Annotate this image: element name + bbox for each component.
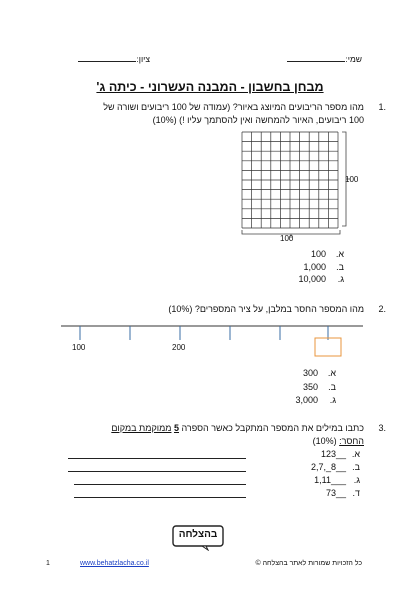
q2-option-c[interactable]: ג.3,000 <box>295 395 336 405</box>
q3-percent: (10%) <box>312 436 337 446</box>
q2-text: מהו המספר החסר במלבן, על ציר המספרים? (10%) <box>168 304 364 314</box>
website-link[interactable]: www.behatzlacha.co.il <box>80 560 149 567</box>
copyright-text: כל הזכויות שמורות לאתר בהצלחה © <box>255 560 362 567</box>
q2-options <box>276 368 336 409</box>
q3-missing-line <box>44 436 364 446</box>
q3-item-b: ב. __8_,2,7 <box>60 462 360 475</box>
q1-options <box>284 249 344 287</box>
q3-answer-line-d[interactable] <box>74 497 246 498</box>
number-line-ticks <box>80 326 328 340</box>
q3-answer-line-c[interactable] <box>74 484 246 485</box>
q3-digit: 5 <box>173 423 179 433</box>
axis-label-100: 100 <box>72 343 86 352</box>
missing-number-box <box>315 338 341 356</box>
name-field <box>287 52 362 64</box>
page-number: 1 <box>46 560 50 567</box>
grade-input-line[interactable] <box>78 52 136 62</box>
q2-option-a[interactable]: א.300 <box>302 368 336 378</box>
grid-side-label: 100 <box>345 175 359 184</box>
q1-option-a[interactable]: א.100 <box>310 249 344 259</box>
name-input-line[interactable] <box>287 52 345 62</box>
logo-text: בהצלחה <box>178 529 218 540</box>
q2-option-b[interactable]: ב.350 <box>302 381 336 392</box>
q3-items <box>60 449 360 501</box>
number-line <box>58 318 368 358</box>
name-label: שמי: <box>345 54 362 64</box>
q1-option-c[interactable]: ג.10,000 <box>298 274 344 284</box>
q3-text-part1: כתבו במילים את המספר המתקבל כאשר הספרה <box>179 423 364 433</box>
axis-label-200: 200 <box>172 343 186 352</box>
q1-number: 1. <box>378 102 386 112</box>
grade-label: ציון: <box>136 54 150 64</box>
behatzlacha-logo <box>172 525 224 551</box>
q3-item-a: א. __123 <box>60 449 360 462</box>
q3-text <box>44 423 364 433</box>
q3-missing-label: החסר: <box>339 436 364 446</box>
grid-bottom-label: 100 <box>280 234 294 243</box>
q1-text-line1: מהו מספר הריבועים המיוצג באיור? (עמודה של 100 ריבועים ושורה של <box>103 102 364 112</box>
q2-number: 2. <box>378 304 386 314</box>
q1-option-b[interactable]: ב.1,000 <box>303 261 344 272</box>
q3-answer-line-a[interactable] <box>68 458 246 459</box>
grade-field <box>78 52 150 64</box>
q3-item-c: ג. ___1,11 <box>60 475 360 488</box>
q1-text-line2: 100 ריבועים, האיור להמחשה ואין להסתמך עליו !) (10%) <box>152 115 364 125</box>
q3-answer-line-b[interactable] <box>68 471 246 472</box>
square-grid <box>242 132 338 228</box>
q3-text-part2: ממוקמת במקום <box>111 423 172 433</box>
q3-number: 3. <box>378 423 386 433</box>
q1-grid-figure <box>240 130 370 240</box>
q3-item-d: ד. __73 <box>60 488 360 501</box>
page-title: מבחן בחשבון - המבנה העשרוני - כיתה ג' <box>96 80 324 94</box>
